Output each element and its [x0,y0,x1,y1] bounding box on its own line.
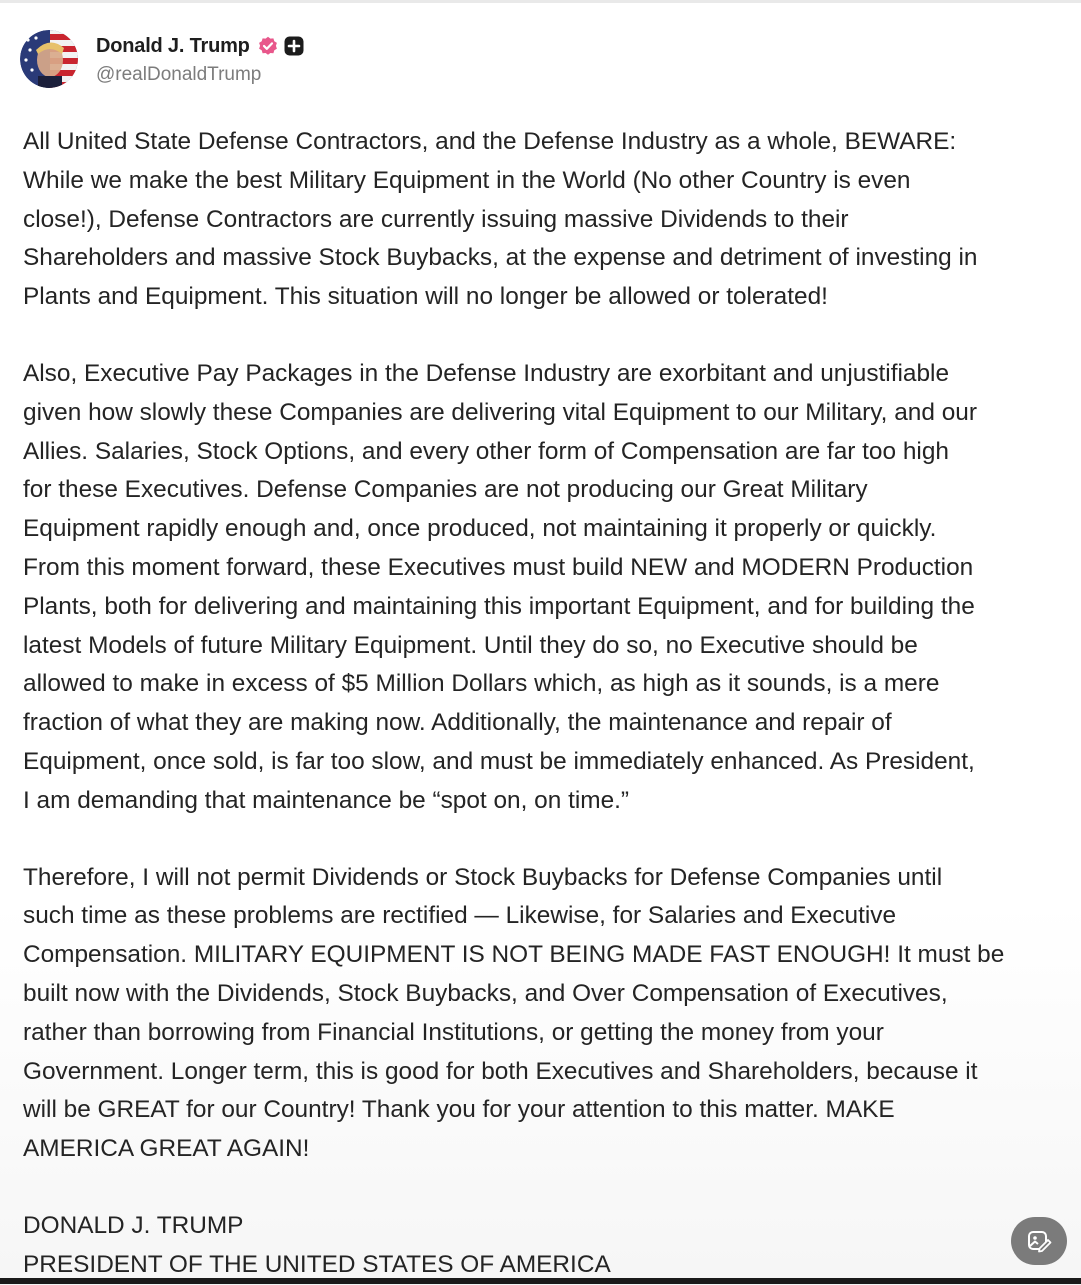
post-paragraph-1: All United State Defense Contractors, and the Defense Industry as a whole, BEWARE: While we make the best Military Equipment in the World (No other Country is even close!), Defense Contractors are currently issuing massive Dividends to their Shareholders and massive Stock Buybacks, at the expense and detriment of investing in Plants and Equipment. This situation will no longer be allowed or tolerated! [23,128,978,311]
plus-badge-icon [284,36,304,56]
avatar-image [20,30,78,88]
author-name-row [96,32,304,60]
post-paragraph-2: Also, Executive Pay Packages in the Defense Industry are exorbitant and unjustifiable given how slowly these Companies are delivering vital Equipment to our Military, and our Allies. Salaries, Stock Options, and every other form of Compensation are far too high for these Executives. Defense Companies are not producing our Great Military Equipment rapidly enough and, once produced, not maintaining it properly or quickly. From this moment forward, these Executives must build NEW and MODERN Production Plants, both for delivering and maintaining this important Equipment, and for building the latest Models of future Military Equipment. Until they do so, no Executive should be allowed to make in excess of $5 Million Dollars which, as high as it sounds, is a mere fraction of what they are making now. Additionally, the maintenance and repair of Equipment, once sold, is far too slow, and must be immediately enhanced. As President, I am demanding that maintenance be “spot on, on time.” [23,359,977,814]
post-signature: DONALD J. TRUMP PRESIDENT OF THE UNITED STATES OF AMERICA [23,1211,611,1278]
author-info [96,32,304,86]
edit-image-icon [1025,1227,1053,1255]
edit-image-button[interactable] [1011,1217,1067,1265]
avatar[interactable] [20,30,78,88]
author-handle[interactable]: @realDonaldTrump [96,64,262,85]
post-body [23,123,1073,1285]
screen-bottom-edge [0,1278,1081,1284]
verified-badge-icon [258,36,278,56]
post-paragraph-3: Therefore, I will not permit Dividends or Stock Buybacks for Defense Companies until such time as these problems are rectified — Likewise, for Salaries and Executive Compensation. MILITARY EQUIPMENT IS NOT BEING MADE FAST ENOUGH! It must be built now with the Dividends, Stock Buybacks, and Over Compensation of Executives, rather than borrowing from Financial Institutions, or getting the money from your Government. Longer term, this is good for both Executives and Shareholders, because it will be GREAT for our Country! Thank you for your attention to this matter. MAKE AMERICA GREAT AGAIN! [23,863,1005,1163]
post-header [20,27,304,91]
author-display-name[interactable]: Donald J. Trump [96,34,250,57]
